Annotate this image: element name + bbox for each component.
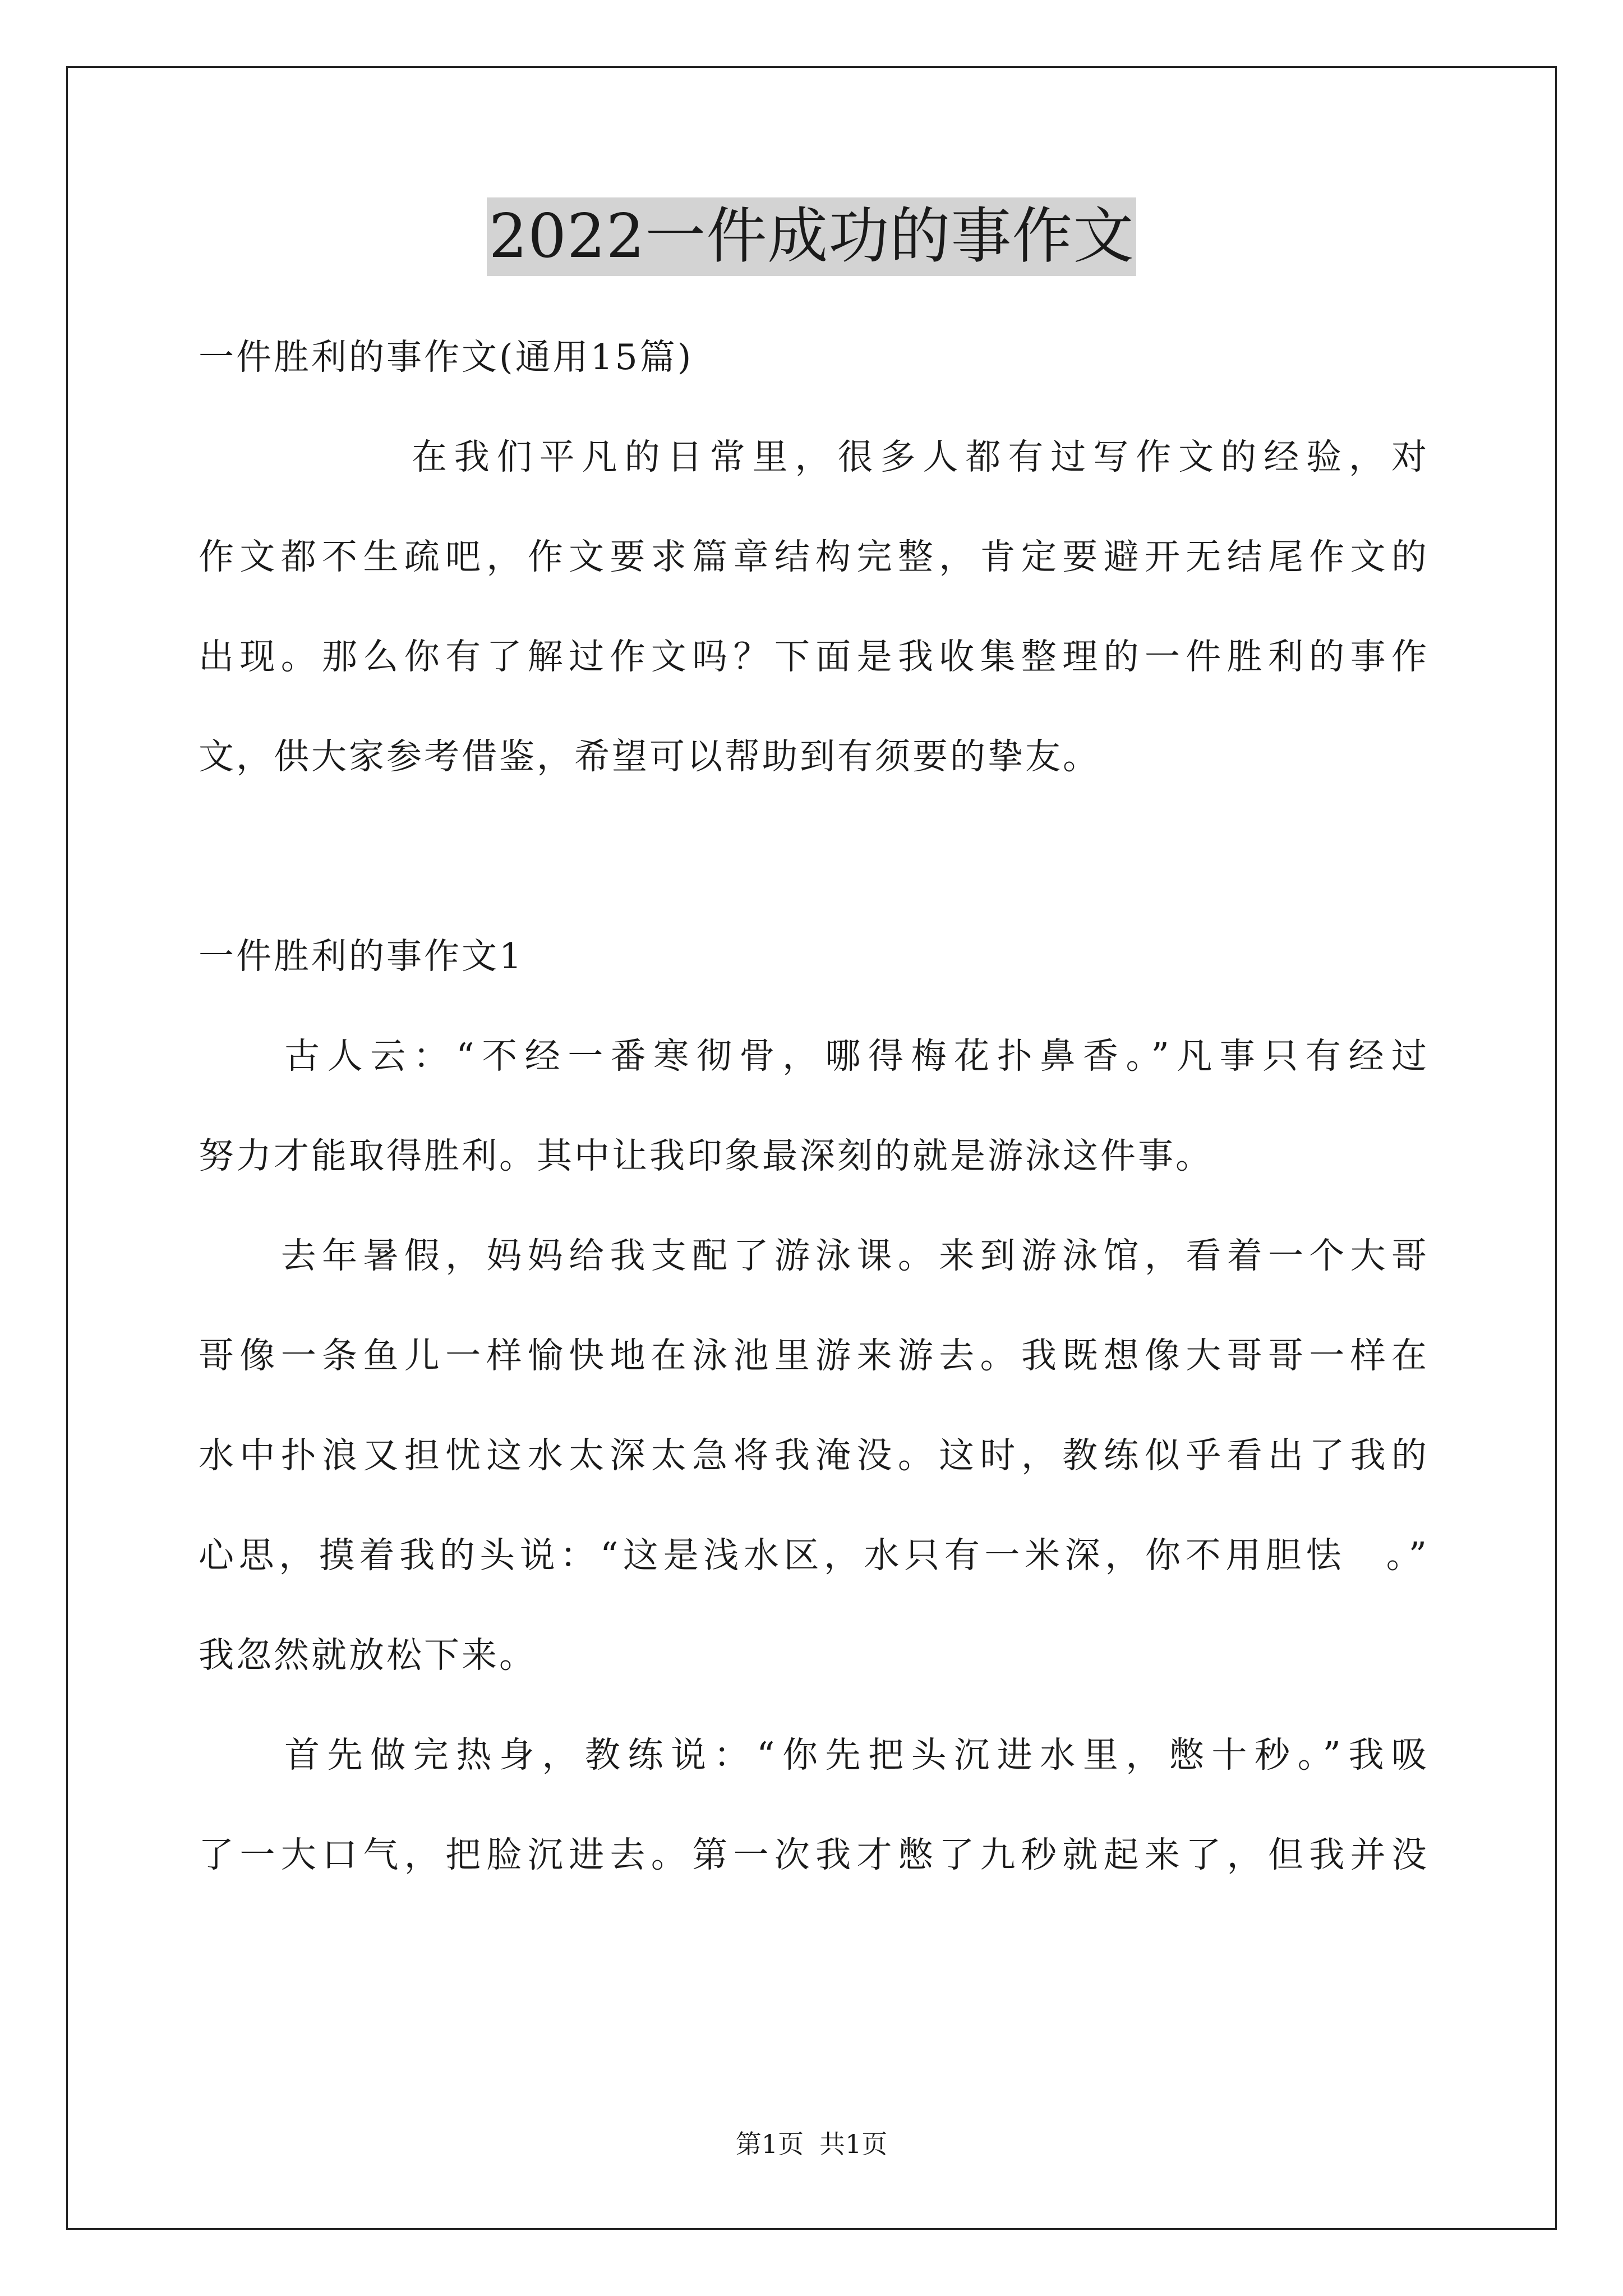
body-line: 努力才能取得胜利。其中让我印象最深刻的就是游泳这件事。: [199, 1135, 1213, 1176]
paragraph-gap: [199, 807, 1429, 907]
body-line: 水中扑浪又担忧这水太深太急将我淹没。这时，教练似乎看出了我的: [199, 1435, 1429, 1476]
document-title: 2022一件成功的事作文: [487, 197, 1137, 276]
document-body: [199, 307, 1429, 1905]
intro-line: 在我们平凡的日常里，很多人都有过写作文的经验，对: [199, 436, 1429, 477]
body-line: 去年暑假，妈妈给我支配了游泳课。来到游泳馆，看着一个大哥: [199, 1235, 1429, 1276]
body-line: 古人云：“不经一番寒彻骨，哪得梅花扑鼻香。”凡事只有经过: [199, 1036, 1429, 1076]
intro-line: 文，供大家参考借鉴，希望可以帮助到有须要的挚友。: [199, 736, 1100, 777]
title-container: [0, 197, 1623, 276]
body-line: 我忽然就放松下来。: [199, 1635, 537, 1676]
subtitle: 一件胜利的事作文(通用15篇): [199, 337, 694, 378]
body-line: 心思，摸着我的头说：“这是浅水区，水只有一米深，你不用胆怯 。”: [199, 1535, 1429, 1576]
page-total: 共1页: [819, 2129, 888, 2159]
page-footer: [0, 2127, 1623, 2161]
body-line: 了一大口气，把脸沉进去。第一次我才憋了九秒就起来了，但我并没: [199, 1834, 1429, 1875]
intro-line: 出现。那么你有了解过作文吗？下面是我收集整理的一件胜利的事作: [199, 636, 1429, 677]
body-line: 首先做完热身，教练说：“你先把头沉进水里，憋十秒。”我吸: [199, 1734, 1429, 1775]
page-number: 第1页: [735, 2129, 804, 2159]
intro-line: 作文都不生疏吧，作文要求篇章结构完整，肯定要避开无结尾作文的: [199, 536, 1429, 577]
section-heading: 一件胜利的事作文1: [199, 936, 524, 977]
body-line: 哥像一条鱼儿一样愉快地在泳池里游来游去。我既想像大哥哥一样在: [199, 1335, 1429, 1376]
